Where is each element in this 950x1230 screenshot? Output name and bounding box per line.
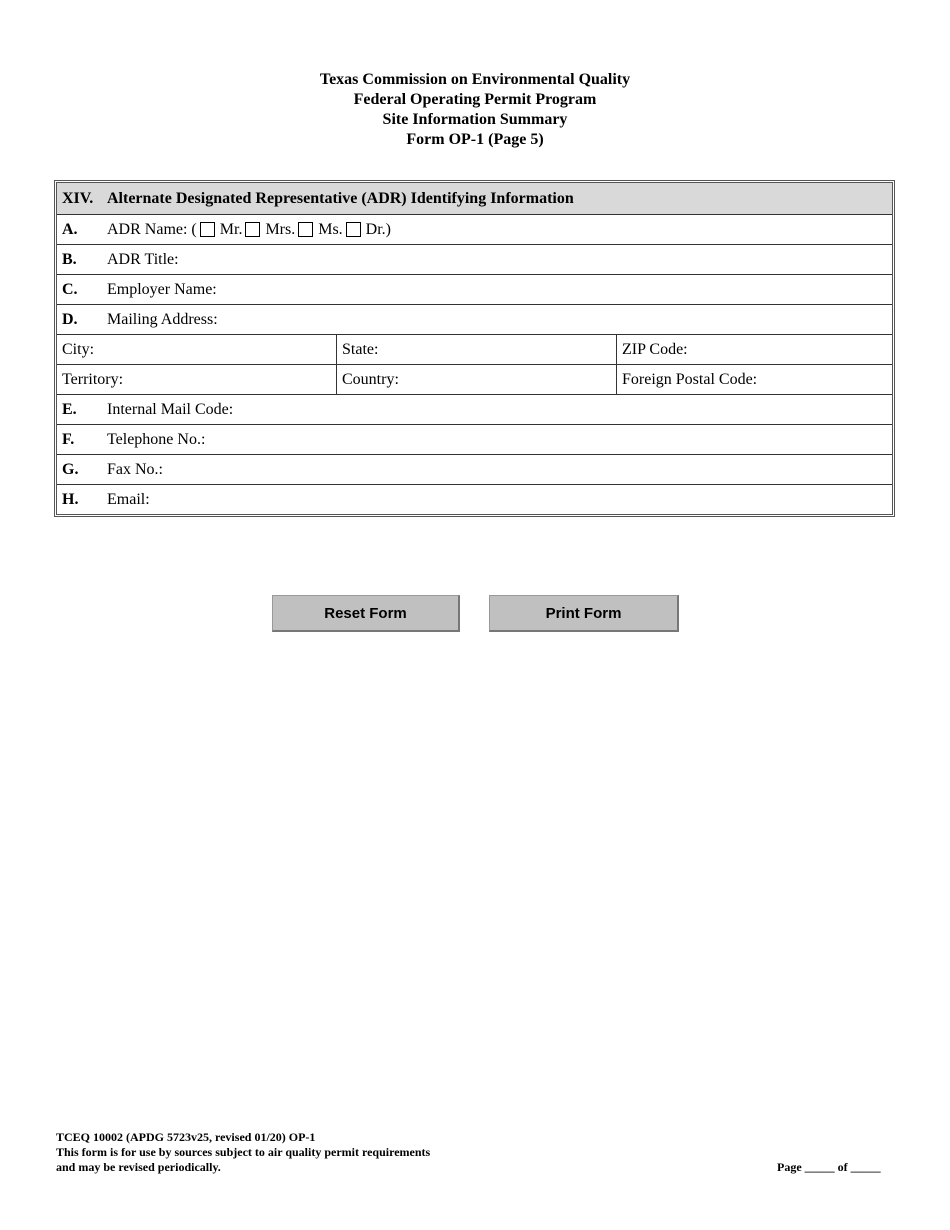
foreign-postal-code-field[interactable]: Foreign Postal Code: xyxy=(622,370,758,388)
row-adr-title[interactable]: B. ADR Title: xyxy=(57,244,892,274)
row-mailing-address[interactable]: D. Mailing Address: xyxy=(57,304,892,334)
reset-form-button[interactable]: Reset Form xyxy=(272,595,460,632)
row-internal-mail-code[interactable]: E. Internal Mail Code: xyxy=(57,394,892,424)
state-field[interactable]: State: xyxy=(337,335,617,364)
checkbox-mrs[interactable] xyxy=(245,222,260,237)
row-territory-country xyxy=(57,364,892,394)
zip-field[interactable]: ZIP Code: xyxy=(622,340,688,358)
section-title: Alternate Designated Representative (ADR) Identifying Information xyxy=(107,189,574,207)
form-page: Form OP-1 (Page 5) xyxy=(406,131,544,148)
checkbox-ms[interactable] xyxy=(298,222,313,237)
agency-name: Texas Commission on Environmental Quality xyxy=(319,71,631,88)
form-id: TCEQ 10002 (APDG 5723v25, revised 01/20) OP-1 xyxy=(56,1130,316,1144)
checkbox-dr[interactable] xyxy=(346,222,361,237)
row-city-state-zip xyxy=(57,334,892,364)
print-form-button[interactable]: Print Form xyxy=(489,595,679,632)
footer xyxy=(56,1130,430,1175)
adr-table xyxy=(54,180,895,517)
footer-note-2: and may be revised periodically. xyxy=(56,1160,221,1174)
form-header xyxy=(0,70,950,150)
footer-note-1: This form is for use by sources subject to air quality permit requirements xyxy=(56,1145,431,1159)
section-header: XIV. Alternate Designated Representative (ADR) Identifying Information xyxy=(57,183,892,214)
row-telephone[interactable]: F. Telephone No.: xyxy=(57,424,892,454)
territory-field[interactable]: Territory: xyxy=(57,365,337,394)
row-employer-name[interactable]: C. Employer Name: xyxy=(57,274,892,304)
checkbox-mr[interactable] xyxy=(200,222,215,237)
row-email[interactable]: H. Email: xyxy=(57,484,892,514)
form-title: Site Information Summary xyxy=(382,111,568,128)
row-adr-name[interactable]: A. ADR Name: ( Mr. Mrs. Ms. Dr.) xyxy=(57,214,892,244)
page-number: Page _____ of _____ xyxy=(777,1160,881,1174)
country-field[interactable]: Country: xyxy=(337,365,617,394)
program-name: Federal Operating Permit Program xyxy=(353,91,597,108)
row-fax[interactable]: G. Fax No.: xyxy=(57,454,892,484)
city-field[interactable]: City: xyxy=(57,335,337,364)
